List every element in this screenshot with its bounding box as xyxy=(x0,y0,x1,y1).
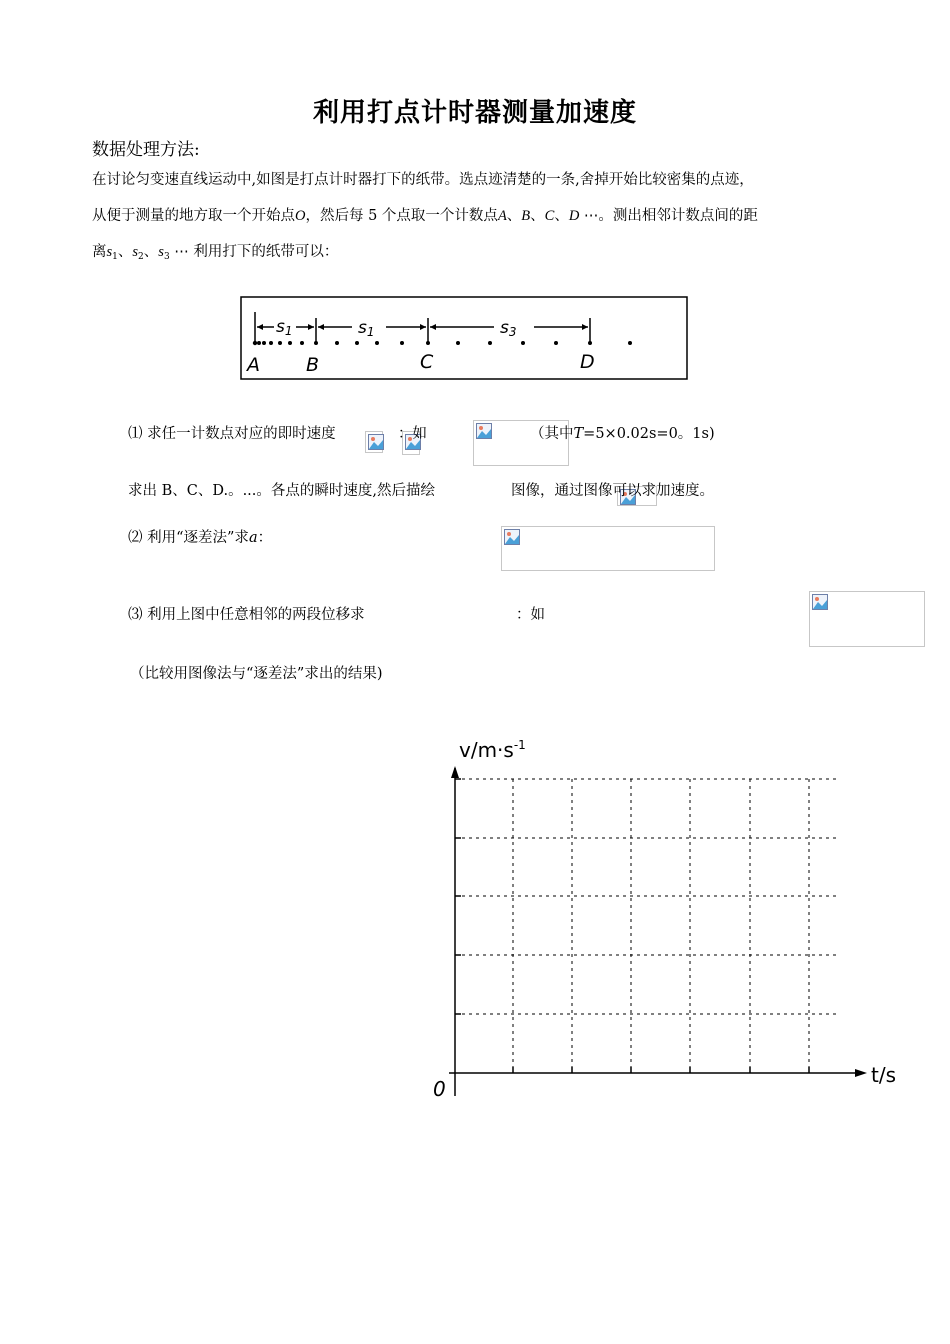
step-2-text: ⑵ 利用“逐差法”求 xyxy=(128,530,249,546)
step-1-text: ⑴ 求任一计数点对应的即时速度 xyxy=(128,426,336,442)
intro-line-2 xyxy=(92,198,864,234)
point-a: A xyxy=(497,208,507,224)
paper-tape-figure xyxy=(240,296,690,382)
intro-text: 从便于测量的地方取一个开始点 xyxy=(92,208,295,224)
x-axis-label: t/s xyxy=(871,1063,896,1087)
formula-image-adjacent xyxy=(809,591,925,647)
image-icon xyxy=(812,594,828,610)
intro-text: 离 xyxy=(92,244,107,260)
section-heading: 数据处理方法: xyxy=(92,140,200,160)
point-d: D xyxy=(568,208,580,224)
tape-label-a: A xyxy=(247,354,260,376)
step-1-text-b: ：如 xyxy=(398,426,427,442)
x-axis-arrow xyxy=(855,1069,867,1077)
var-s: s xyxy=(106,244,113,260)
note-text: （其中 xyxy=(530,426,574,442)
tape-label-c: C xyxy=(420,351,434,373)
sub-2: 2 xyxy=(138,252,144,262)
separator: 、 xyxy=(530,208,545,224)
var-s: s xyxy=(132,244,139,260)
image-icon xyxy=(368,434,384,450)
formula-image-diff xyxy=(501,526,715,571)
step-1 xyxy=(128,422,336,443)
step-3-text-b: ：如 xyxy=(516,607,545,623)
intro-text: ，然后每 5 个点取一个计数点 xyxy=(305,208,498,224)
step-1-note xyxy=(530,422,715,443)
tape-label-s1: s1 xyxy=(276,317,293,338)
graph-axes xyxy=(449,768,861,1096)
var-t: T xyxy=(573,426,584,442)
intro-text: ⋯ 利用打下的纸带可以： xyxy=(169,244,339,260)
tape-label-d: D xyxy=(580,351,595,373)
separator: 、 xyxy=(506,208,522,224)
step-2-text: ： xyxy=(257,530,273,546)
step-1-cont: 求出 B、C、D.。...。各点的瞬时速度,然后描绘 xyxy=(128,483,436,499)
tape-label-s3: s3 xyxy=(500,318,517,339)
tape-label-s2: s1 xyxy=(358,318,375,339)
image-icon xyxy=(476,423,492,439)
separator: 、 xyxy=(117,244,133,260)
tape-label-b: B xyxy=(306,354,320,376)
y-axis-label: $v/m\cdot s^{-1}$ xyxy=(459,738,526,762)
sub-3: 3 xyxy=(163,252,170,262)
point-b: B xyxy=(521,208,531,224)
origin-label: 0 xyxy=(433,1077,446,1101)
step-2 xyxy=(128,526,272,547)
intro-line-1: 在讨论匀变速直线运动中,如图是打点计时器打下的纸带。选点迹清楚的一条,舍掉开始比较密集的点迹， xyxy=(92,172,754,188)
step-3: ⑶ 利用上图中任意相邻的两段位移求 xyxy=(128,607,365,623)
point-o: O xyxy=(295,208,306,224)
var-a: a xyxy=(248,530,258,546)
y-axis-arrow xyxy=(451,766,459,778)
intro-paragraph xyxy=(92,162,864,275)
formula-image-v xyxy=(365,431,383,453)
vt-graph xyxy=(425,730,925,1105)
image-icon xyxy=(504,529,520,545)
intro-text: ⋯。测出相邻计数点间的距 xyxy=(579,208,758,224)
page-title: 利用打点计时器测量加速度 xyxy=(312,98,637,128)
step-1-cont-b: 图像，通过图像可以求加速度。 xyxy=(511,483,714,499)
intro-line-3 xyxy=(92,234,864,275)
var-s: s xyxy=(158,244,164,260)
graph-grid xyxy=(455,779,837,1073)
compare-note: （比较用图像法与“逐差法”求出的结果) xyxy=(130,666,383,682)
note-text: =5×0.02s=0。1s) xyxy=(583,426,715,442)
separator: 、 xyxy=(554,208,569,224)
separator: 、 xyxy=(143,244,159,260)
sub-1: 1 xyxy=(112,252,118,262)
point-c: C xyxy=(544,208,555,224)
